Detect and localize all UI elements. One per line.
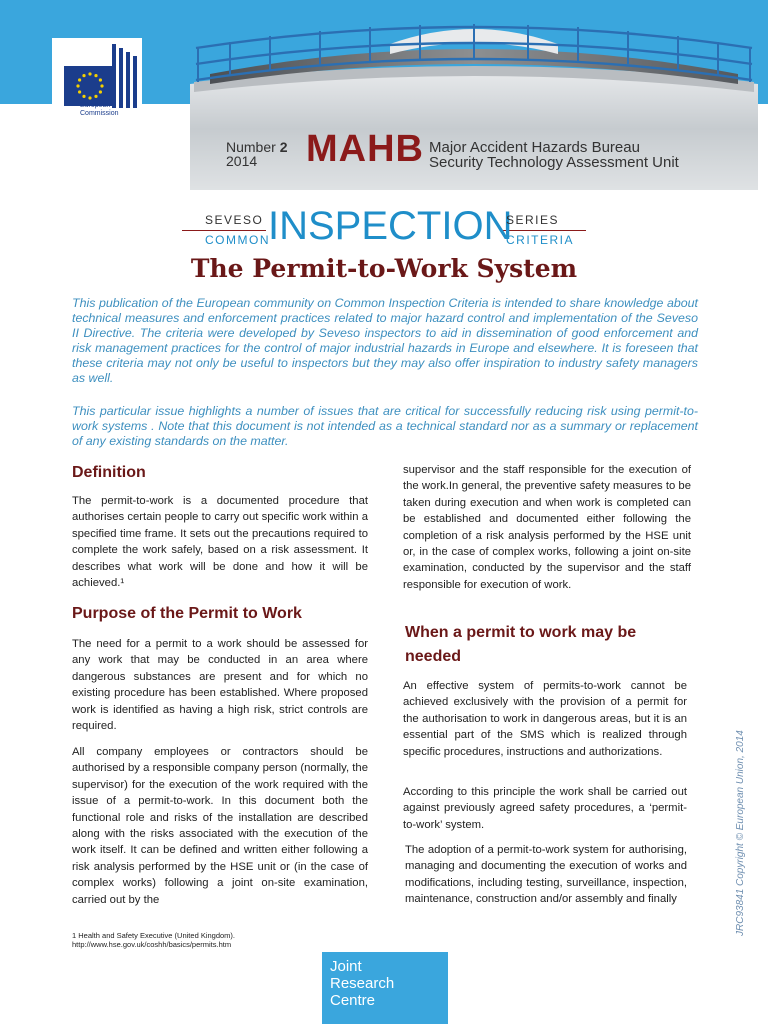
continued-text: supervisor and the staff responsible for the execution of the work.In general, the preventive safety measures to be taken during execution and when work is completed can be established and documented either following the completion of a risk analysis performed by the HSE unit or, in the case of complex works, following a joint on-site examination, conducted by the supervisor and the staff responsible for execution of work. [403,464,691,591]
issue-number-value: 2 [279,139,288,155]
intro-paragraph-2: This particular issue highlights a number of issues that are critical for successfully reducing risk using permit-to-work systems . Note that this document is not intended as a technical standard nor as a summary or replacement of any existing standards on the matter. [72,404,698,448]
footnote-source: 1 Health and Safety Executive (United Kingdom). [72,931,236,940]
series-rule-right [500,230,586,231]
jrc-line-3: Centre [330,992,376,1009]
berlaymont-building-icon [112,44,140,108]
ec-logo-text: European Commission [80,102,119,117]
when-paragraph-1: An effective system of permits-to-work cannot be achieved exclusively with the provision of a permit for the authorisation to work in dangerous areas, but it is an essential part of the SMS which is realized through specific procedures, instructions and authorizations. [403,680,687,758]
definition-text: The permit-to-work is a documented procedure that authorises certain people to carry out specific work within a specified time frame. It sets out the precautions required to complete the work safely, based on a risk assessment. It describes what work will be done and how it will be achieved.¹ [72,495,368,590]
issue-number-label: Number [226,139,276,155]
bureau-line-1: Major Accident Hazards Bureau [429,139,640,156]
copyright-vertical [733,700,747,940]
mahb-logo: MAHB [306,128,424,170]
copyright-text: JRC93841 Copyright © European Union, 2014 [735,730,746,936]
issue-number [226,140,287,168]
when-paragraph-2: According to this principle the work shall be carried out against previously agreed safety procedures, a ‘permit-to-work’ system. [403,786,687,831]
jrc-line-1: Joint [330,958,362,975]
bureau-line-2: Security Technology Assessment Unit [429,154,679,171]
series-series: SERIES [506,213,560,227]
jrc-logo-box [322,952,448,1024]
bureau-name [429,140,679,170]
purpose-paragraph-1: The need for a permit to a work should be assessed for any work that may be conducted in an area where dangerous substances are present and for which no existing procedure has been established. Where proposed work is identified as having a high risk, strict controls are required. [72,638,368,733]
series-common: COMMON [205,233,270,247]
eu-stars-icon [68,68,112,104]
intro-paragraph-1: This publication of the European community on Common Inspection Criteria is intended to share knowledge about technical measures and enforcement practices related to major hazard control and implementation of the Seveso II Directive. The criteria were developed by Seveso inspectors to aid in dissemination of good enforcement and risk management practices for the control of major industrial hazards in Europe and elsewhere. It is foreseen that these criteria may not only be useful to inspectors but they may also offer inspiration to industry safety managers as well. [72,296,698,385]
issue-year: 2014 [226,153,258,169]
series-seveso: SEVESO [205,213,264,227]
european-commission-logo [52,38,142,124]
series-rule-left [182,230,266,231]
footnote-url[interactable]: http://www.hse.gov.uk/coshh/basics/permits.htm [72,940,232,949]
definition-heading: Definition [72,464,146,481]
purpose-paragraph-2: All company employees or contractors should be authorised by a responsible company person (normally, the supervisor) for the execution of the work required with the issue of a permit-to-work. In this document both the functional role and risks of the installation are described along with the risks associated with the execution of the work itself. It can be defined and written either following a risk analysis performed by the HSE unit or (in the case of complex works) following a joint on-site examination, carried out by the [72,746,368,906]
footnote [72,931,235,949]
series-criteria: CRITERIA [506,233,575,247]
inspection-heading: INSPECTION [268,204,513,248]
when-heading: When a permit to work may be needed [405,624,637,665]
when-paragraph-3: The adoption of a permit-to-work system for authorising, managing and documenting the execution of works and modifications, including testing, surveillance, inspection, maintenance, construction and/or assembly and finally [405,844,687,906]
purpose-heading: Purpose of the Permit to Work [72,605,302,622]
jrc-line-2: Research [330,975,395,992]
page-title: The Permit-to-Work System [190,254,578,283]
